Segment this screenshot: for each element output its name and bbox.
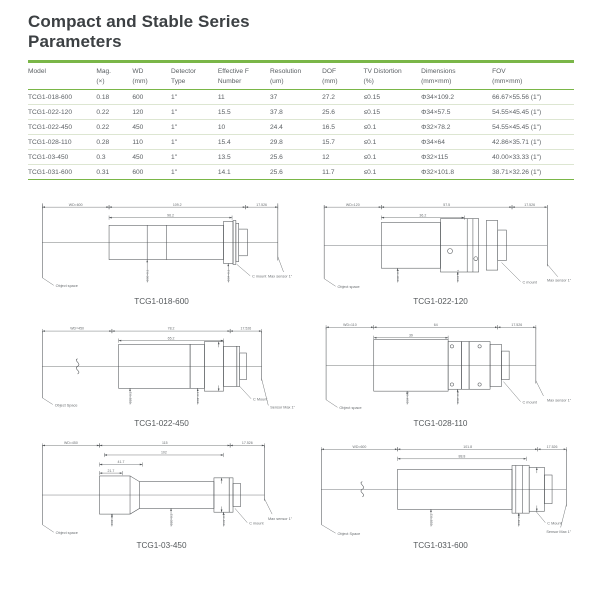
column-header-unit: Number — [217, 77, 242, 85]
table-cell: 25.6 — [322, 105, 363, 120]
table-row — [28, 165, 574, 180]
column-header-unit: (mm×mm) — [421, 77, 452, 85]
table-cell: 54.55×45.45 (1") — [492, 120, 574, 135]
table-cell: 1" — [171, 135, 218, 150]
table-cell: 1" — [171, 165, 218, 180]
table-body — [28, 90, 574, 180]
diagram-caption: TCG1-028-110 — [413, 418, 468, 428]
table-cell: 38.71×32.26 (1") — [492, 165, 574, 180]
technical-drawing — [28, 190, 295, 297]
table-cell: 24.4 — [270, 120, 322, 135]
svg-text:Φ32 -0.1: Φ32 -0.1 — [110, 513, 115, 526]
title-line-1: Compact and Stable Series — [28, 12, 250, 31]
column-header — [28, 63, 96, 90]
diagram-grid — [28, 190, 574, 549]
lens-diagram — [28, 434, 295, 550]
table-cell: TCG1-03-450 — [28, 150, 96, 165]
svg-text:115: 115 — [162, 441, 168, 446]
lens-diagram — [307, 190, 574, 306]
svg-text:Sensor Max 1": Sensor Max 1" — [546, 530, 572, 535]
svg-text:Object space: Object space — [55, 284, 78, 289]
table-cell: 54.55×45.45 (1") — [492, 105, 574, 120]
svg-text:Φ34 -0.1: Φ34 -0.1 — [226, 269, 231, 282]
table-cell: ≤0.15 — [364, 90, 422, 105]
column-header — [218, 63, 270, 90]
svg-text:17.526: 17.526 — [256, 203, 268, 208]
svg-text:C mount: C mount — [522, 400, 537, 405]
svg-text:Object Space: Object Space — [337, 532, 361, 537]
table-cell: 0.28 — [96, 135, 132, 150]
column-header — [492, 63, 574, 90]
column-header-label: Effective F — [217, 68, 249, 76]
svg-text:C Mount: C Mount — [253, 397, 268, 402]
table-cell: 600 — [132, 165, 171, 180]
svg-text:Φ28 -0.1: Φ28 -0.1 — [128, 391, 133, 404]
table-cell: TCG1-018-600 — [28, 90, 96, 105]
diagram-caption: TCG1-022-120 — [413, 297, 468, 307]
table-cell: Φ32×101.8 — [421, 165, 492, 180]
svg-text:Φ32 -0.1: Φ32 -0.1 — [517, 513, 522, 526]
lens-diagram — [307, 312, 574, 428]
table-header-row — [28, 63, 574, 90]
svg-text:57.5: 57.5 — [443, 203, 451, 208]
page-title — [28, 12, 574, 52]
svg-text:Φ30 -0.1: Φ30 -0.1 — [145, 269, 150, 282]
svg-text:Φ32 -0.1: Φ32 -0.1 — [221, 513, 226, 526]
table-cell: TCG1-028-110 — [28, 135, 96, 150]
diagram-caption: TCG1-03-450 — [136, 540, 187, 550]
svg-text:C Mount: C Mount — [547, 521, 562, 526]
svg-text:Max sensor 1": Max sensor 1" — [267, 275, 293, 280]
table-cell: ≤0.1 — [364, 135, 422, 150]
svg-text:WD=600: WD=600 — [352, 444, 367, 449]
column-header-label: Resolution — [269, 68, 302, 76]
table-cell: 110 — [132, 135, 171, 150]
svg-text:17.526: 17.526 — [240, 326, 252, 331]
table-cell: 15.4 — [218, 135, 270, 150]
svg-text:21.7: 21.7 — [107, 468, 115, 473]
svg-text:WD=600: WD=600 — [68, 203, 83, 208]
column-header — [96, 63, 132, 90]
svg-text:C mount: C mount — [252, 275, 267, 280]
column-header-unit: (×) — [96, 77, 105, 85]
column-header-unit: (mm) — [322, 77, 338, 85]
table-cell: 37.8 — [270, 105, 322, 120]
technical-drawing — [28, 434, 295, 541]
svg-text:Object space: Object space — [337, 285, 360, 290]
column-header — [171, 63, 218, 90]
table-header — [28, 63, 574, 90]
svg-text:Φ34 -0.1: Φ34 -0.1 — [405, 391, 410, 404]
lens-diagram — [307, 434, 574, 550]
svg-text:Φ34 -0.1: Φ34 -0.1 — [455, 269, 460, 282]
table-cell: 1" — [171, 120, 218, 135]
svg-text:96.2: 96.2 — [167, 213, 174, 218]
table-row — [28, 150, 574, 165]
svg-text:Object space: Object space — [339, 406, 362, 411]
svg-text:WD=450: WD=450 — [64, 441, 78, 446]
table-cell: Φ32×115 — [421, 150, 492, 165]
svg-text:Φ28 -0.1: Φ28 -0.1 — [429, 513, 434, 526]
svg-text:WD=120: WD=120 — [345, 203, 360, 208]
column-header-label: Dimensions — [421, 68, 456, 76]
column-header-label: TV Distortion — [363, 68, 402, 76]
lens-diagram — [28, 190, 295, 306]
svg-text:C mount: C mount — [249, 521, 264, 526]
column-header-label: FOV — [492, 68, 506, 76]
column-header-label: Mag. — [96, 68, 112, 76]
svg-text:41.7: 41.7 — [117, 460, 125, 465]
svg-text:36.2: 36.2 — [419, 213, 427, 218]
table-cell: 10 — [218, 120, 270, 135]
technical-drawing — [307, 312, 574, 419]
table-cell: 120 — [132, 105, 171, 120]
technical-drawing — [307, 434, 574, 541]
svg-text:109.2: 109.2 — [172, 203, 182, 208]
table-cell: 42.86×35.71 (1") — [492, 135, 574, 150]
table-cell: Φ34×64 — [421, 135, 492, 150]
column-header-label: Model — [28, 68, 46, 76]
column-header — [364, 63, 422, 90]
column-header — [421, 63, 492, 90]
title-line-2: Parameters — [28, 32, 122, 52]
svg-text:Max sensor 1": Max sensor 1" — [267, 516, 293, 521]
technical-drawing — [307, 190, 574, 297]
table-cell: 450 — [132, 150, 171, 165]
table-cell: 0.22 — [96, 105, 132, 120]
table-cell: 1" — [171, 150, 218, 165]
column-header — [270, 63, 322, 90]
table-cell: 37 — [270, 90, 322, 105]
table-cell: 12 — [322, 150, 363, 165]
table-cell: 600 — [132, 90, 171, 105]
column-header-label: DOF — [322, 68, 337, 76]
table-cell: 29.8 — [270, 135, 322, 150]
column-header-unit: (%) — [363, 77, 374, 85]
table-row — [28, 90, 574, 105]
table-cell: 15.5 — [218, 105, 270, 120]
lens-diagram — [28, 312, 295, 428]
table-cell: 13.5 — [218, 150, 270, 165]
table-cell: 25.6 — [270, 165, 322, 180]
table-cell: TCG1-022-120 — [28, 105, 96, 120]
table-cell: 450 — [132, 120, 171, 135]
technical-drawing — [28, 312, 295, 419]
table-cell: Φ34×57.5 — [421, 105, 492, 120]
svg-text:17.526: 17.526 — [524, 203, 536, 208]
table-cell: 1" — [171, 105, 218, 120]
svg-text:102: 102 — [160, 450, 167, 455]
svg-text:Object Space: Object Space — [54, 403, 78, 408]
table-row — [28, 105, 574, 120]
svg-text:101.8: 101.8 — [463, 444, 473, 449]
column-header-label: WD — [132, 68, 144, 76]
svg-text:Φ30 -0.1: Φ30 -0.1 — [455, 391, 460, 404]
column-header-unit: (mm×mm) — [492, 77, 523, 85]
svg-text:Max sensor 1": Max sensor 1" — [546, 278, 572, 283]
svg-text:Max sensor 1": Max sensor 1" — [546, 398, 572, 403]
svg-text:39: 39 — [408, 333, 413, 338]
table-cell: 40.00×33.33 (1") — [492, 150, 574, 165]
table-cell: ≤0.1 — [364, 165, 422, 180]
svg-text:17.526: 17.526 — [546, 444, 558, 449]
svg-text:Object space: Object space — [55, 531, 78, 536]
svg-text:65.2: 65.2 — [167, 336, 175, 341]
column-header — [132, 63, 171, 90]
table-cell: 16.5 — [322, 120, 363, 135]
svg-text:Φ32 -0.1: Φ32 -0.1 — [196, 391, 201, 404]
table-cell: 15.7 — [322, 135, 363, 150]
column-header-unit: Type — [171, 77, 186, 85]
svg-text:WD=110: WD=110 — [343, 323, 357, 328]
table-cell: 0.22 — [96, 120, 132, 135]
column-header — [322, 63, 363, 90]
svg-text:C mount: C mount — [522, 280, 537, 285]
table-cell: 0.18 — [96, 90, 132, 105]
table-cell: ≤0.1 — [364, 150, 422, 165]
svg-text:17.526: 17.526 — [241, 441, 253, 446]
column-header-unit: (um) — [269, 77, 284, 85]
table-cell: 14.1 — [218, 165, 270, 180]
table-cell: 0.3 — [96, 150, 132, 165]
table-cell: 27.2 — [322, 90, 363, 105]
svg-text:64: 64 — [433, 323, 438, 328]
diagram-caption: TCG1-018-600 — [134, 297, 189, 307]
table-cell: Φ32×78.2 — [421, 120, 492, 135]
table-cell: 11.7 — [322, 165, 363, 180]
svg-text:Sensor Max 1": Sensor Max 1" — [270, 405, 295, 410]
table-cell: TCG1-031-600 — [28, 165, 96, 180]
svg-text:17.526: 17.526 — [511, 323, 523, 328]
svg-text:WD=450: WD=450 — [70, 326, 85, 331]
svg-text:78.2: 78.2 — [167, 326, 175, 331]
svg-text:88.8: 88.8 — [458, 454, 466, 459]
parameters-table — [28, 63, 574, 180]
table-cell: Φ34×109.2 — [421, 90, 492, 105]
table-cell: 0.31 — [96, 165, 132, 180]
svg-text:Φ20 -0.1: Φ20 -0.1 — [169, 513, 174, 526]
diagram-caption: TCG1-031-600 — [413, 540, 468, 550]
diagram-caption: TCG1-022-450 — [134, 418, 189, 428]
table-row — [28, 135, 574, 150]
table-cell: 11 — [218, 90, 270, 105]
column-header-unit: (mm) — [132, 77, 148, 85]
table-cell: 1" — [171, 90, 218, 105]
table-cell: ≤0.1 — [364, 120, 422, 135]
table-cell: 66.67×55.56 (1") — [492, 90, 574, 105]
table-row — [28, 120, 574, 135]
table-cell: TCG1-022-450 — [28, 120, 96, 135]
column-header-label: Detector — [171, 68, 196, 76]
table-cell: 25.6 — [270, 150, 322, 165]
svg-text:Φ30 -0.1: Φ30 -0.1 — [395, 269, 400, 282]
table-cell: ≤0.15 — [364, 105, 422, 120]
